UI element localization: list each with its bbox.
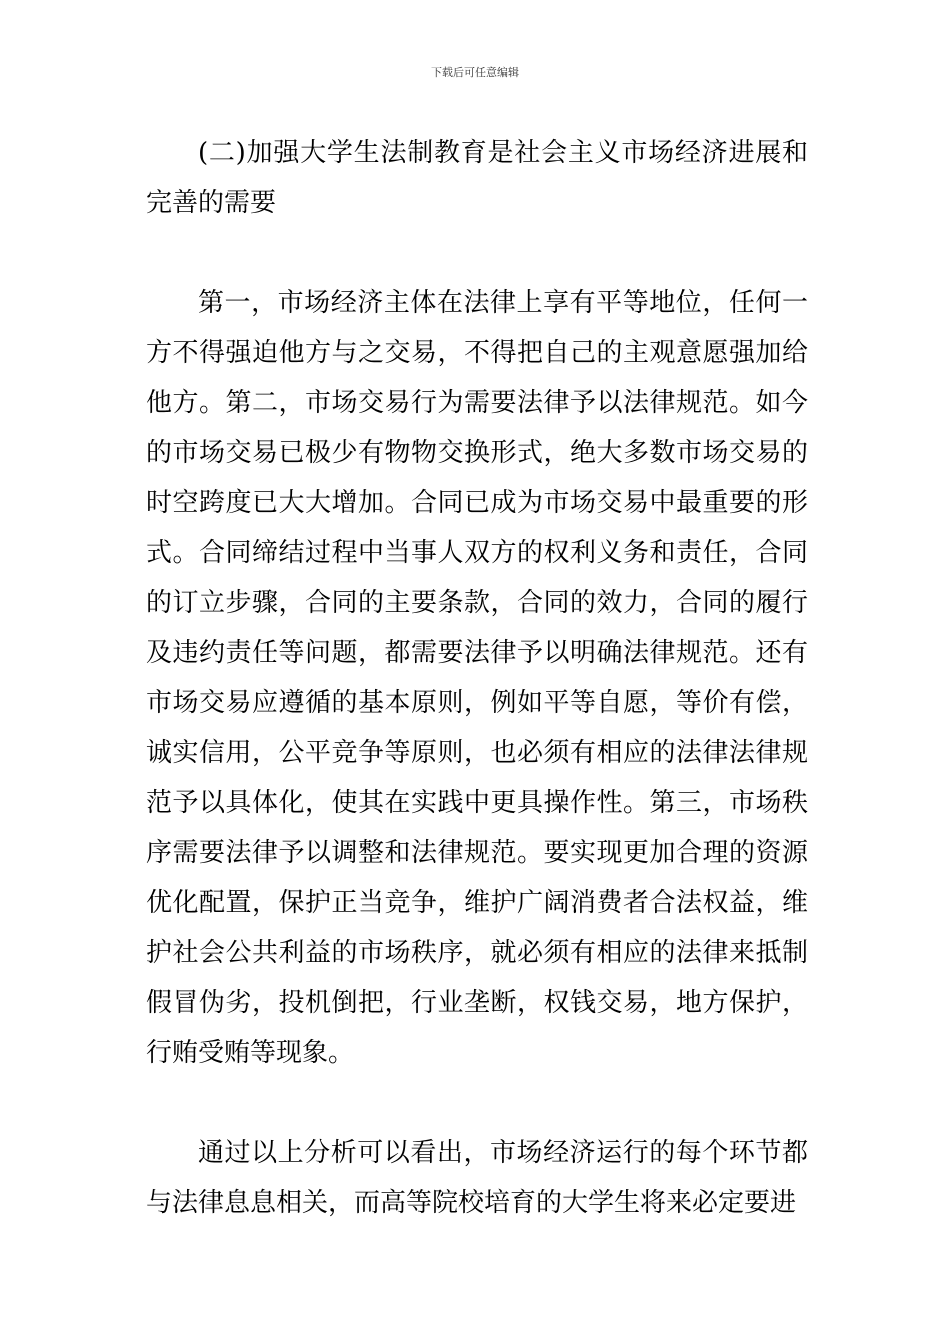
section-heading-paragraph: (二)加强大学生法制教育是社会主义市场经济进展和完善的需要	[146, 138, 808, 218]
body-paragraph-conclusion: 通过以上分析可以看出，市场经济运行的每个环节都与法律息息相关，而高等院校培育的大学生将来必定要进	[146, 1138, 808, 1218]
document-body	[146, 128, 808, 1228]
body-paragraph-market-economy: 第一，市场经济主体在法律上享有平等地位，任何一方不得强迫他方与之交易，不得把自己的主观意愿强加给他方。第二，市场交易行为需要法律予以法律规范。如今的市场交易已极少有物物交换形式，绝大多数市场交易的时空跨度已大大增加。合同已成为市场交易中最重要的形式。合同缔结过程中当事人双方的权利义务和责任，合同的订立步骤，合同的主要条款，合同的效力，合同的履行及违约责任等问题，都需要法律予以明确法律规范。还有市场交易应遵循的基本原则，例如平等自愿，等价有偿，诚实信用，公平竞争等原则，也必须有相应的法律法律规范予以具体化，使其在实践中更具操作性。第三，市场秩序需要法律予以调整和法律规范。要实现更加合理的资源优化配置，保护正当竞争，维护广阔消费者合法权益，维护社会公共利益的市场秩序，就必须有相应的法律来抵制假冒伪劣，投机倒把，行业垄断，权钱交易，地方保护，行贿受贿等现象。	[146, 288, 808, 1068]
page-header-note: 下载后可任意编辑	[431, 66, 519, 79]
